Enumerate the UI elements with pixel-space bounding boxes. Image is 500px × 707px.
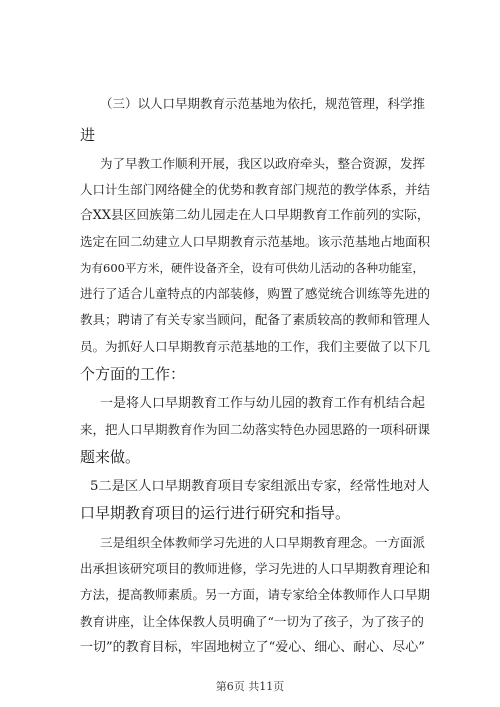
text-line-16: 口早期教育项目的运行进行研究和指导。 — [80, 504, 351, 522]
text-line-4: 人口计生部门网络健全的优势和教育部门规范的教学体系，并结 — [80, 182, 431, 197]
text-line-7: 为有600平方米，硬件设备齐全，设有可供幼儿活动的各种功能室， — [80, 261, 424, 275]
text-line-21: 一切”的教育目标，牢固地树立了“爱心、细心、耐心、尽心” — [80, 640, 425, 655]
text-line-2: 进 — [80, 126, 96, 144]
text-line-10: 员。为抓好人口早期教育示范基地的工作，我们主要做了以下几 — [80, 339, 431, 354]
text-line-14: 题来做。 — [80, 448, 141, 466]
text-line-3: 为了早教工作顺利开展，我区以政府牵头，整合资源，发挥 — [100, 156, 426, 171]
page-footer: 第6页 共11页 — [215, 680, 285, 693]
text-line-18: 出承担该研究项目的教师进修，学习先进的人口早期教育理论和 — [80, 561, 431, 576]
text-line-13: 来，把人口早期教育作为回二幼落实特色办园思路的一项科研课 — [80, 422, 431, 437]
text-line-9: 教具；聘请了有关专家当顾问，配备了素质较高的教师和管理人 — [80, 312, 431, 327]
text-line-19: 方法，提高教师素质。另一方面，请专家给全体教师作人口早期 — [80, 587, 431, 602]
text-line-20: 教育讲座，让全体保教人员明确了“一切为了孩子，为了孩子的 — [80, 614, 424, 629]
text-line-5: 合XX县区回族第二幼儿园走在人口早期教育工作前列的实际， — [80, 208, 430, 223]
text-line-17: 三是组织全体教师学习先进的人口早期教育理念。一方面派 — [100, 535, 426, 550]
text-line-8: 进行了适合儿童特点的内部装修，购置了感觉统合训练等先进的 — [80, 286, 431, 301]
text-line-15: 5二是区人口早期教育项目专家组派出专家，经常性地对人 — [90, 479, 430, 494]
text-line-12: 一是将人口早期教育工作与幼儿园的教育工作有机结合起 — [100, 396, 426, 411]
text-line-11: 个方面的工作： — [80, 365, 186, 383]
text-line-1: （三）以人口早期教育示范基地为依托，规范管理，科学推 — [100, 96, 426, 111]
text-line-6: 选定在回二幼建立人口早期教育示范基地。该示范基地占地面积 — [80, 234, 431, 249]
